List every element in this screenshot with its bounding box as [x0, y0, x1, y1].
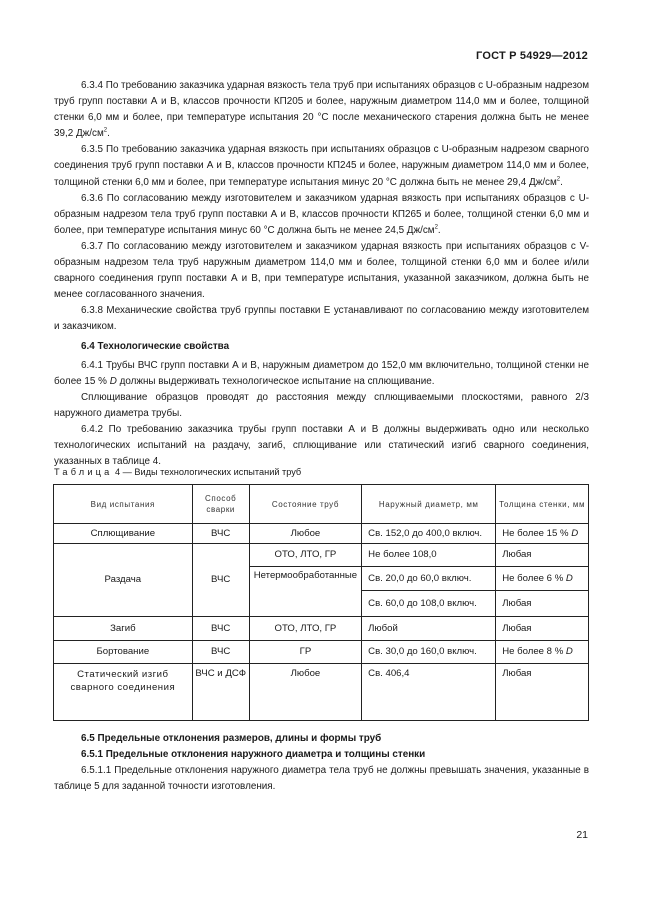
cell-wall: Любая: [496, 591, 589, 617]
paragraph-6-3-4-text: надрезом труб групп поставки А и В, классов прочности КП205 и более, наружным диаметром 114,0 мм и более, толщиной стенки 6,0 мм и более, при температуре испытания 20 °С после механического старения должна быть не менее 39,2 Дж/см: [54, 80, 590, 140]
diameter-symbol: D: [565, 646, 573, 657]
cell-diameter: Не более 108,0: [362, 544, 496, 567]
cell-wall: Любая: [496, 617, 589, 641]
table-caption-word: Таблица: [54, 467, 113, 477]
cell-wall: [496, 641, 589, 664]
cell-weld: ВЧС: [192, 617, 249, 641]
cell-wall: Любая: [496, 664, 589, 721]
cell-weld: ВЧС: [192, 641, 249, 664]
superscript: 2: [103, 127, 108, 134]
table-row: [54, 664, 589, 721]
tests-table: [53, 484, 589, 721]
cell-state: ОТО, ЛТО, ГР: [249, 544, 361, 567]
cell-state: Любое: [249, 524, 361, 544]
table-row: [54, 544, 589, 567]
header-pipe-state: Состояние труб: [249, 485, 361, 524]
cell-wall-text: Не более 8 %: [502, 646, 564, 657]
cell-diameter: Св. 20,0 до 60,0 включ.: [362, 567, 496, 591]
document-header: ГОСТ Р 54929—2012: [476, 50, 588, 62]
cell-diameter: Св. 30,0 до 160,0 включ.: [362, 641, 496, 664]
cell-test: Статический изгиб сварного соединения: [54, 664, 193, 721]
cell-wall-text: Не более 6 %: [502, 572, 564, 584]
section-heading-6-5-1: 6.5.1 Предельные отклонения наружного диаметра и толщины стенки: [81, 749, 426, 761]
cell-test: Сплющивание: [54, 524, 193, 544]
cell-weld: ВЧС: [192, 544, 249, 617]
table-row: [54, 641, 589, 664]
cell-test: Загиб: [54, 617, 193, 641]
cell-test: Бортование: [54, 641, 193, 664]
table-row: [54, 524, 589, 544]
cell-weld: ВЧС: [192, 524, 249, 544]
table-header-row: [54, 485, 589, 524]
header-outer-diameter: Наружный диаметр, мм: [362, 485, 496, 524]
paragraph-6-4-1: [54, 358, 589, 390]
cell-wall: [496, 524, 589, 544]
section-6-5: [54, 731, 589, 795]
diameter-symbol: D: [571, 527, 579, 539]
section-heading-6-5: 6.5 Предельные отклонения размеров, длины и формы труб: [81, 733, 382, 744]
header-wall-thickness: Толщина стенки, мм: [496, 485, 589, 524]
paragraph-6-4-1-flattening: Сплющивание образцов проводят до расстояния между сплющиваемыми плоскостями, равного 2/3 наружного диаметра трубы.: [54, 391, 589, 419]
cell-state: Нетермообработанные: [249, 567, 361, 617]
paragraph-6-3-6: 6.3.6 По согласованию между изготовителем и заказчиком ударная вязкость при испытаниях образцов с U-образным надрезом тела труб групп поставки А и В, классов прочности КП265 и более, толщиной стенки 6,0 мм и более, при температуре испытания минус 60 °С должна быть не менее 24,5 $Дж/см^2$.: [54, 192, 589, 236]
page-number: 21: [576, 829, 588, 841]
paragraph-6-3-6-text: 6.3.6 По согласованию между изготовителем и заказчиком ударная вязкость при испытаниях образцов с U-образным надрезом тела труб групп поставки А и В, классов прочности КП265 и более, толщиной стенки 6,0 мм и более, при температуре испытания минус 60 °С должна быть не менее 24,5 Дж/см: [54, 192, 589, 236]
cell-wall: [496, 567, 589, 591]
cell-diameter: Св. 152,0 до 400,0 включ.: [362, 524, 496, 544]
cell-weld: ВЧС и ДСФ: [192, 664, 249, 721]
paragraph-6-5-1-1: 6.5.1.1 Предельные отклонения наружного диаметра тела труб не должны превышать значения, указанные в таблице 5 для заданной точности изготовления.: [54, 765, 589, 793]
cell-diameter: Св. 60,0 до 108,0 включ.: [362, 591, 496, 617]
paragraph-6-3-5-text: 6.3.5 По требованию заказчика ударная вязкость при испытаниях образцов с U-образным надрезом сварного соединения труб групп поставки А и В, классов прочности КП245 и более, наружным диаметром 114,0 мм и более, толщиной стенки 6,0 мм и более, при температуре испытания минус 20 °С должна быть не менее 29,4 Дж/см: [54, 144, 589, 188]
cell-diameter: Любой: [362, 617, 496, 641]
paragraph-6-4-2: 6.4.2 По требованию заказчика трубы групп поставки А и В должны выдерживать одно или несколько технологических испытаний на раздачу, загиб, сплющивание или статический изгиб сварного соединения, указанных в таблице 4.: [54, 423, 589, 468]
cell-state: ОТО, ЛТО, ГР: [249, 617, 361, 641]
header-weld-method: Способ сварки: [192, 485, 249, 524]
cell-test: Раздача: [54, 544, 193, 617]
document-body: [54, 78, 589, 470]
cell-diameter: Св. 406,4: [362, 664, 496, 721]
cell-state: ГР: [249, 641, 361, 664]
header-test-type: Вид испытания: [54, 485, 193, 524]
paragraph-6-3-5: 6.3.5 По требованию заказчика ударная вязкость при испытаниях образцов с U-образным надрезом сварного соединения труб групп поставки А и В, классов прочности КП245 и более, наружным диаметром 114,0 мм и более, толщиной стенки 6,0 мм и более, при температуре испытания минус 20 °С должна быть не менее 29,4 $Дж/см^2$.: [54, 144, 589, 188]
cell-wall-text: Не более 15 %: [502, 527, 569, 539]
paragraph-6-3-4-line1: 6.3.4 По требованию заказчика ударная вязкость тела труб при испытаниях образцов с U-образным: [81, 80, 543, 91]
superscript: 2: [434, 224, 438, 231]
paragraph-6-3-8: 6.3.8 Механические свойства труб группы поставки Е устанавливают по согласованию между изготовителем и заказчиком.: [54, 305, 589, 333]
section-heading-6-4: 6.4 Технологические свойства: [81, 340, 230, 352]
table-caption: [54, 467, 301, 477]
table-row: [54, 617, 589, 641]
paragraph-6-4-1-text-a: 6.4.1 Трубы ВЧС групп поставки А и В, наружным диаметром до 152,0 мм включительно, толщиной стенки не более 15 %: [54, 359, 589, 387]
diameter-symbol: D: [565, 572, 573, 584]
diameter-symbol: D: [109, 375, 117, 387]
paragraph-6-3-4: 6.3.4 По требованию заказчика ударная вязкость тела труб при испытаниях образцов с U-образным надрезом труб групп поставки А и В, классов прочности КП205 и более, наружным диаметром 114,0 мм и более, толщиной стенки 6,0 мм и более, при температуре испытания 20 °С после механического старения должна быть не менее 39,2 $Дж/см^2$.: [54, 80, 590, 140]
cell-state: Любое: [249, 664, 361, 721]
paragraph-6-4-1-text-b: должны выдерживать технологическое испытание на сплющивание.: [119, 375, 435, 387]
paragraph-6-3-7: 6.3.7 По согласованию между изготовителем и заказчиком ударная вязкость при испытаниях образцов с V-образным надрезом тела труб наружным диаметром 114,0 мм и более, толщиной стенки 6,0 мм и более и/или сварного соединения групп поставки А и В, при температуре испытания, указанной заказчиком, должна быть не менее согласованного значения.: [54, 240, 589, 301]
table-caption-text: 4 — Виды технологических испытаний труб: [115, 467, 302, 477]
cell-wall: Любая: [496, 544, 589, 567]
superscript: 2: [556, 176, 561, 183]
